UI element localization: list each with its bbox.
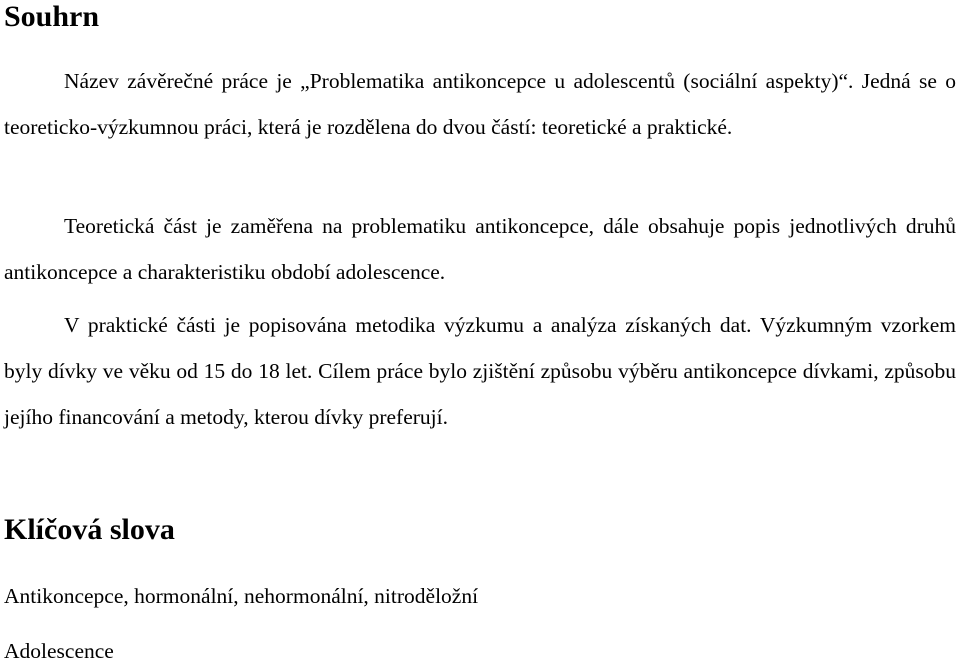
summary-paragraph-intro: Název závěrečné práce je „Problematika antikoncepce u adolescentů (sociální aspekty)“. Jedná se o teoreticko-výzkumnou práci, která je rozdělena do dvou částí: teoretické a praktické. [4,69,956,139]
keywords-line: Adolescence [4,639,114,663]
summary-heading: Souhrn [4,0,100,33]
keywords-line: Antikoncepce, hormonální, nehormonální, nitroděložní [4,584,479,608]
keywords-heading: Klíčová slova [4,513,175,546]
summary-paragraph-practice: V praktické části je popisována metodika výzkumu a analýza získaných dat. Výzkumným vzorkem byly dívky ve věku od 15 do 18 let. Cílem práce bylo zjištění způsobu výběru antikoncepce dívkami, způsobu jejího financování a metody, kterou dívky preferují. [4,313,956,429]
summary-paragraph-theory: Teoretická část je zaměřena na problematiku antikoncepce, dále obsahuje popis jednotlivých druhů antikoncepce a charakteristiku období adolescence. [4,214,956,284]
